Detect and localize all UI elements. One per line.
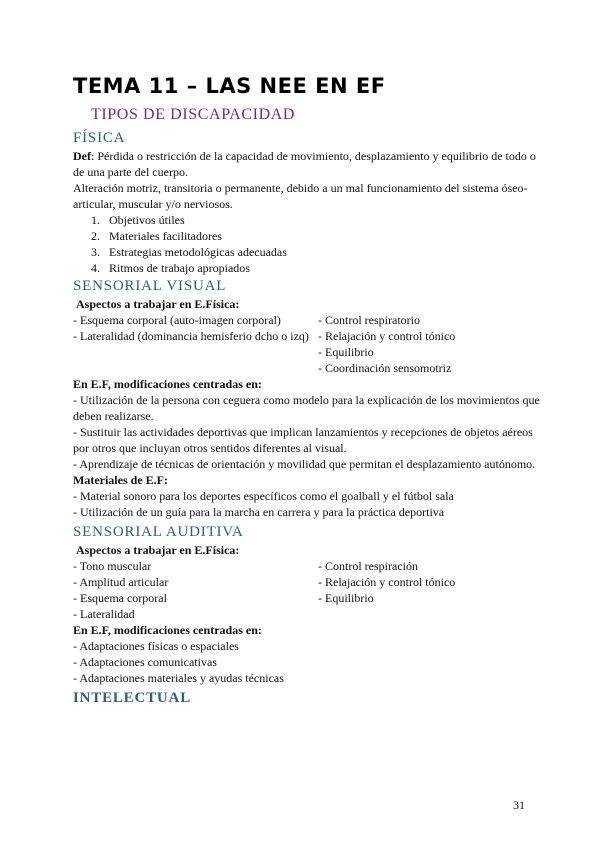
aspectos-columns <box>73 312 543 376</box>
heading-sensorial-auditiva: SENSORIAL AUDITIVA <box>73 524 244 540</box>
def-label: Def <box>73 149 91 163</box>
aspectos-heading: Aspectos a trabajar en E.Física: <box>76 297 240 311</box>
list-item: - Amplitud articular <box>73 575 169 589</box>
heading-sensorial-visual: SENSORIAL VISUAL <box>73 278 227 294</box>
list-item: - Esquema corporal (auto-imagen corporal) <box>73 313 281 327</box>
list-item: - Relajación y control tónico <box>318 575 456 589</box>
list-item: 4. Ritmos de trabajo apropiados <box>91 261 250 275</box>
alteracion-paragraph: Alteración motriz, transitoria o permanente, debido a un mal funcionamiento del sistema óseo-articular, muscular y/o nerviosos. <box>73 181 528 211</box>
list-item: - Equilibrio <box>318 345 374 359</box>
aspectos-right-column <box>318 558 543 622</box>
aspectos-heading: Aspectos a trabajar en E.Física: <box>76 543 240 557</box>
list-item: - Coordinación sensomotriz <box>318 361 452 375</box>
list-item: - Sustituir las actividades deportivas que implican lanzamientos y recepciones de objetos aéreos por otros que incluyan otros sentidos diferentes al visual. <box>73 425 533 455</box>
page-title: TEMA 11 – LAS NEE EN EF <box>73 74 386 98</box>
def-text: : Pérdida o restricción de la capacidad de movimiento, desplazamiento y equilibrio de todo o de una parte del cuerpo. <box>73 149 536 179</box>
list-item: - Esquema corporal <box>73 591 167 605</box>
list-item: - Utilización de la persona con ceguera como modelo para la explicación de los movimientos que deben realizarse. <box>73 393 540 423</box>
materiales-heading: Materiales de E.F: <box>73 473 168 487</box>
list-item: - Control respiración <box>318 559 418 573</box>
list-item: - Material sonoro para los deportes específicos como el goalball y el fútbol sala <box>73 489 454 503</box>
aspectos-right-column <box>318 312 543 376</box>
list-item: 1. Objetivos útiles <box>91 213 185 227</box>
list-item: - Lateralidad <box>73 607 135 621</box>
definition-paragraph <box>73 148 543 180</box>
list-item: - Tono muscular <box>73 559 152 573</box>
list-item: - Aprendizaje de técnicas de orientación y movilidad que permitan el desplazamiento autónomo. <box>73 457 536 471</box>
list-item: - Relajación y control tónico <box>318 329 456 343</box>
section-subtitle: TIPOS DE DISCAPACIDAD <box>91 106 296 123</box>
list-item: - Adaptaciones comunicativas <box>73 655 217 669</box>
list-item: - Equilibrio <box>318 591 374 605</box>
document-body <box>73 128 543 708</box>
aspectos-left-column <box>73 558 318 622</box>
list-item: - Control respiratorio <box>318 313 420 327</box>
list-item: 3. Estrategias metodológicas adecuadas <box>91 245 287 259</box>
modificaciones-heading: En E.F, modificaciones centradas en: <box>73 377 262 391</box>
list-item: 2. Materiales facilitadores <box>91 229 222 243</box>
aspectos-left-column <box>73 312 318 376</box>
heading-fisica: FÍSICA <box>73 130 126 146</box>
heading-intelectual: INTELECTUAL <box>73 690 191 706</box>
page-number: 31 <box>513 798 525 812</box>
modificaciones-heading: En E.F, modificaciones centradas en: <box>73 623 262 637</box>
list-item: - Adaptaciones materiales y ayudas técnicas <box>73 671 284 685</box>
numbered-list <box>73 212 543 276</box>
list-item: - Utilización de un guía para la marcha en carrera y para la práctica deportiva <box>73 505 445 519</box>
aspectos-columns <box>73 558 543 622</box>
list-item: - Lateralidad (dominancia hemisferio dcho o izq) <box>73 329 309 343</box>
list-item: - Adaptaciones físicas o espaciales <box>73 639 239 653</box>
